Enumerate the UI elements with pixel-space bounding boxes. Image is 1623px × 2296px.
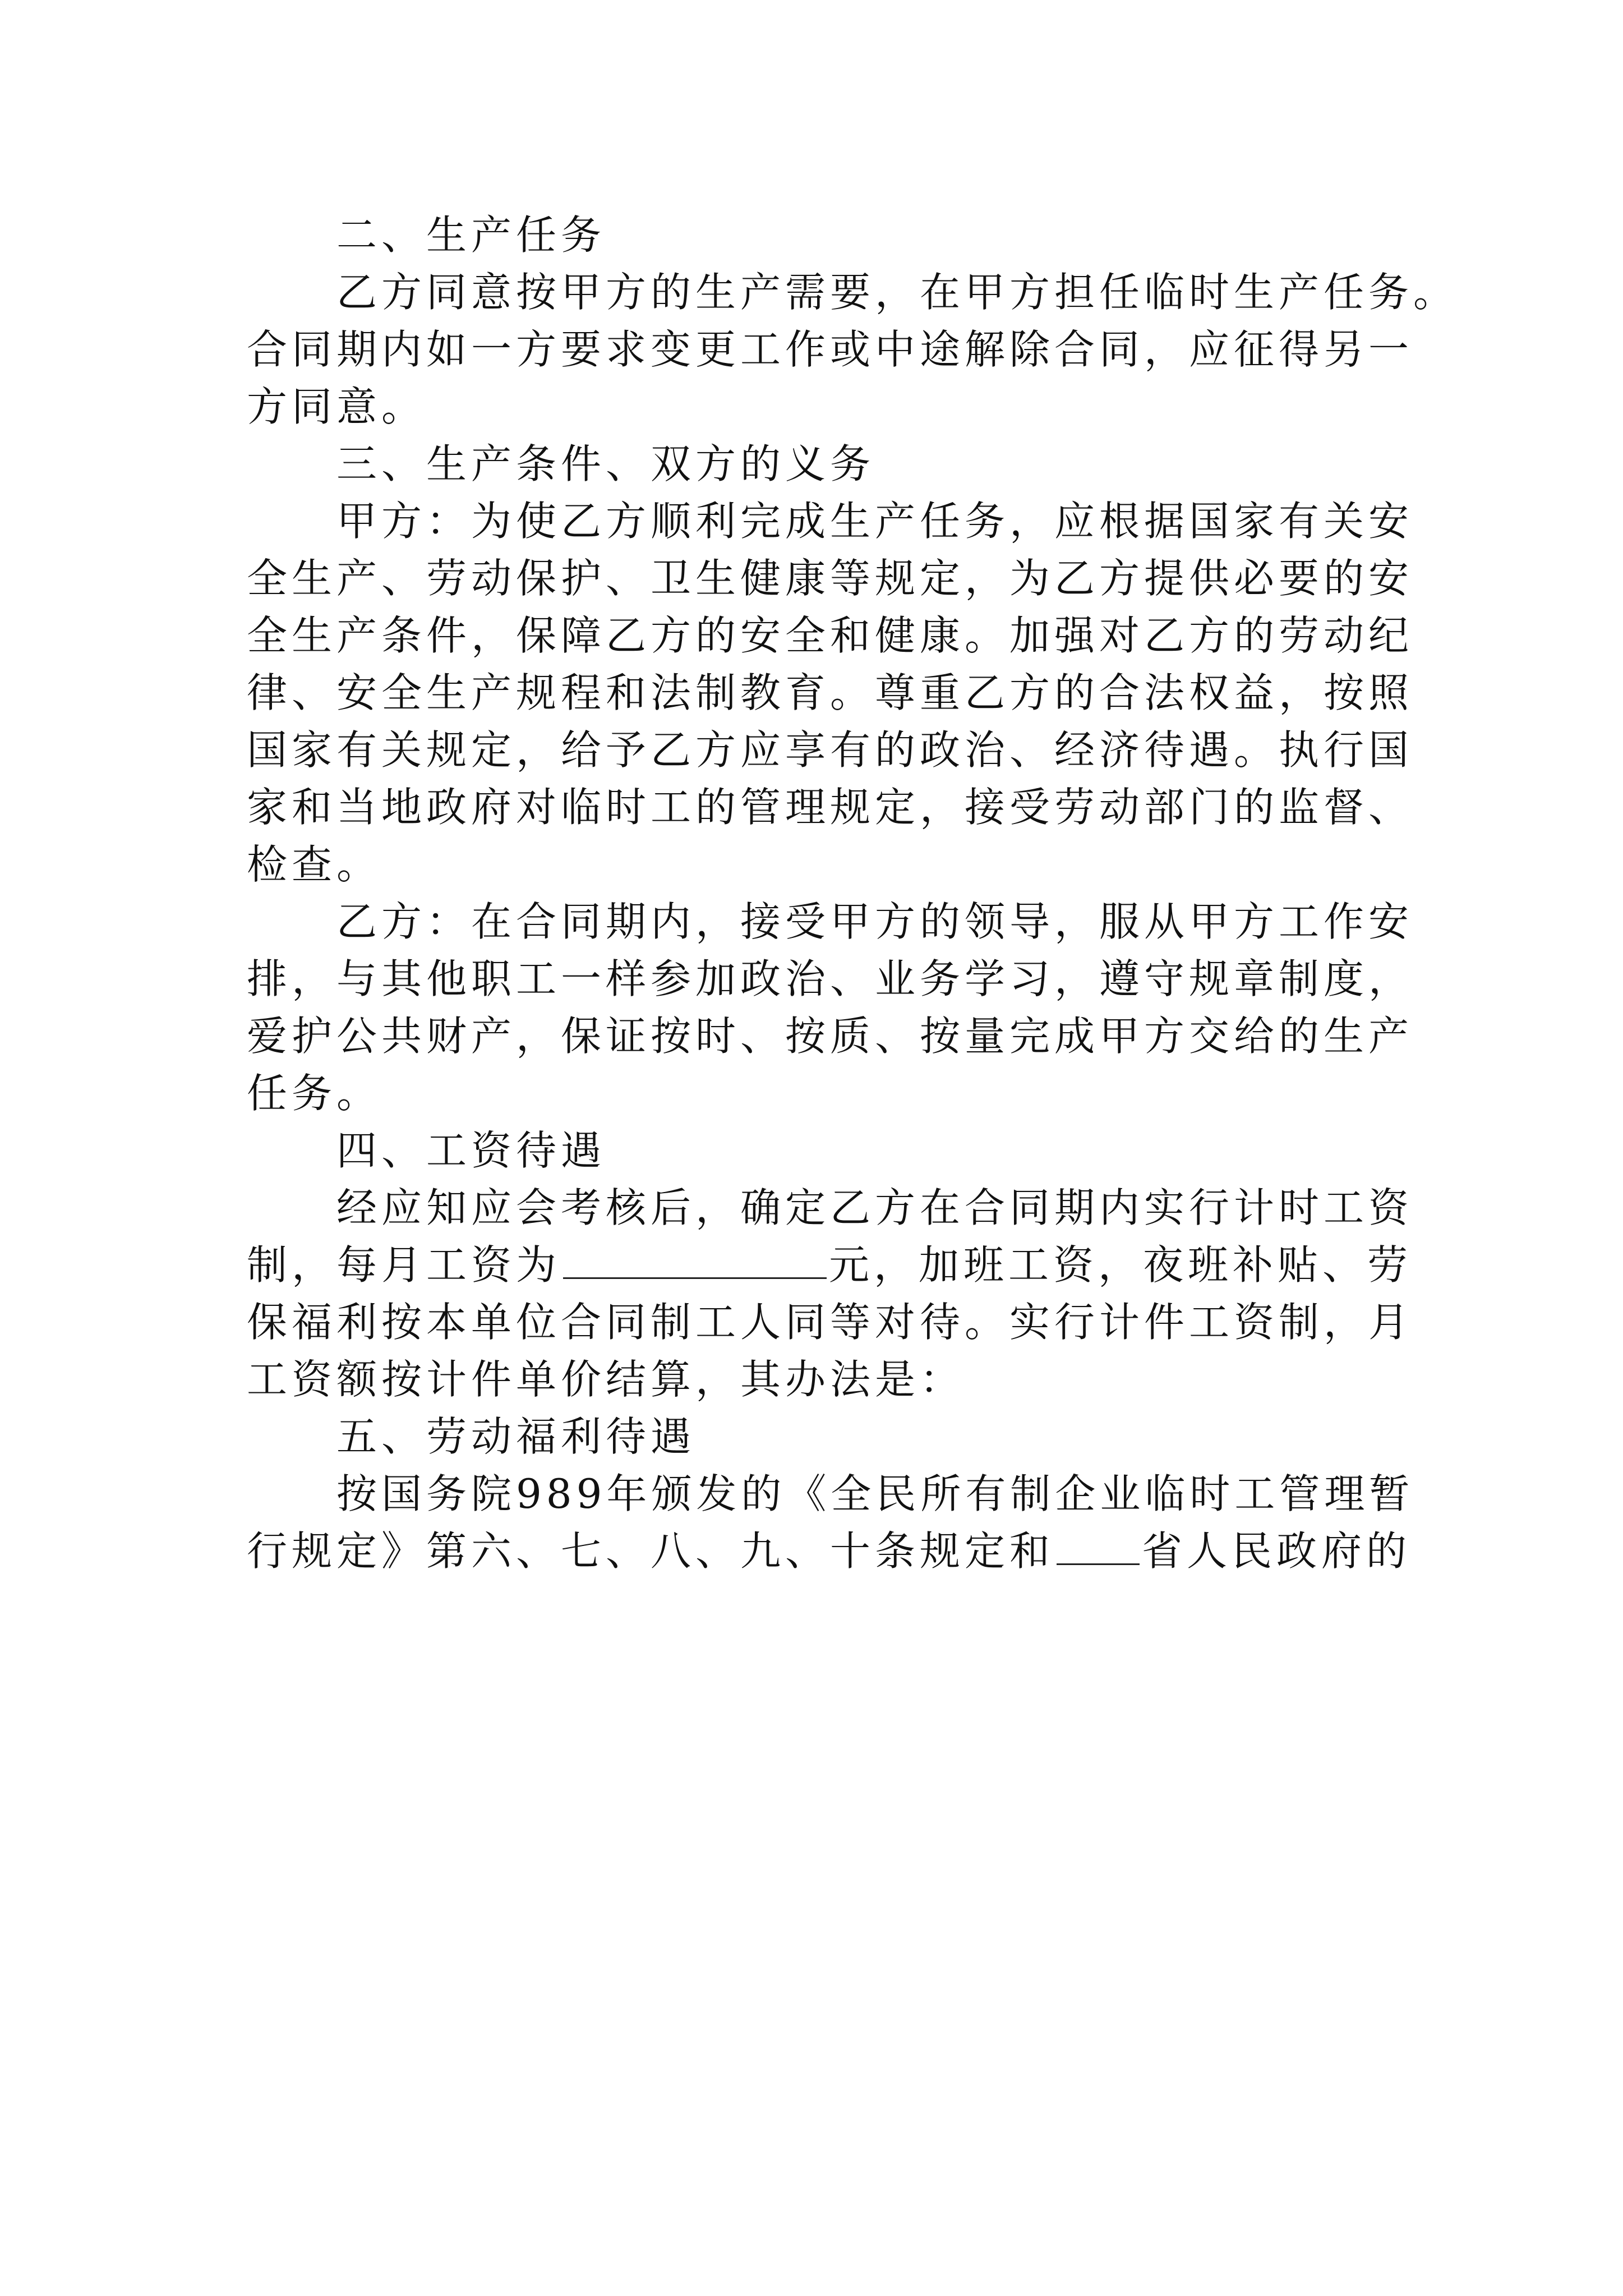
paragraph-line: 保福利按本单位合同制工人同等对待。实行计件工资制，月 xyxy=(247,1299,1414,1346)
province-blank[interactable] xyxy=(1057,1526,1140,1565)
paragraph-line: 按国务院989年颁发的《全民所有制企业临时工管理暂 xyxy=(336,1470,1414,1517)
section-heading-production-task: 二、生产任务 xyxy=(336,211,606,259)
paragraph-line: 工资额按计件单价结算，其办法是： xyxy=(247,1356,965,1403)
salary-line xyxy=(247,1236,1413,1294)
monthly-wage-blank[interactable] xyxy=(563,1240,827,1279)
paragraph-line: 检查。 xyxy=(247,841,382,888)
paragraph-line: 乙方：在合同期内，接受甲方的领导，服从甲方工作安 xyxy=(336,898,1414,945)
province-line-before: 行规定》第六、七、八、九、十条规定和 xyxy=(247,1527,1055,1575)
document-body xyxy=(247,206,1459,1580)
paragraph-line: 经应知应会考核后，确定乙方在合同期内实行计时工资 xyxy=(336,1184,1414,1231)
paragraph-line: 方同意。 xyxy=(247,383,427,430)
province-line-after: 省人民政府的 xyxy=(1142,1527,1412,1575)
section-heading-welfare: 五、劳动福利待遇 xyxy=(336,1413,696,1460)
salary-line-after: 元，加班工资，夜班补贴、劳 xyxy=(829,1241,1413,1289)
paragraph-line: 全生产、劳动保护、卫生健康等规定，为乙方提供必要的安 xyxy=(247,555,1414,602)
province-line xyxy=(247,1522,1412,1580)
paragraph-line: 国家有关规定，给予乙方应享有的政治、经济待遇。执行国 xyxy=(247,726,1414,774)
paragraph-line: 甲方：为使乙方顺利完成生产任务，应根据国家有关安 xyxy=(336,498,1414,545)
section-heading-wages: 四、工资待遇 xyxy=(336,1127,606,1174)
paragraph-line: 任务。 xyxy=(247,1070,382,1117)
paragraph-line: 全生产条件，保障乙方的安全和健康。加强对乙方的劳动纪 xyxy=(247,612,1414,659)
section-heading-conditions-duties: 三、生产条件、双方的义务 xyxy=(336,440,875,487)
paragraph-line: 家和当地政府对临时工的管理规定，接受劳动部门的监督、 xyxy=(247,784,1414,831)
paragraph-line: 爱护公共财产，保证按时、按质、按量完成甲方交给的生产 xyxy=(247,1013,1414,1060)
paragraph-line: 合同期内如一方要求变更工作或中途解除合同，应征得另一 xyxy=(247,326,1414,373)
salary-line-before: 制，每月工资为 xyxy=(247,1241,561,1289)
paragraph-line: 乙方同意按甲方的生产需要，在甲方担任临时生产任务。 xyxy=(336,269,1459,316)
paragraph-line: 排，与其他职工一样参加政治、业务学习，遵守规章制度， xyxy=(247,955,1414,1002)
paragraph-line: 律、安全生产规程和法制教育。尊重乙方的合法权益，按照 xyxy=(247,669,1414,716)
